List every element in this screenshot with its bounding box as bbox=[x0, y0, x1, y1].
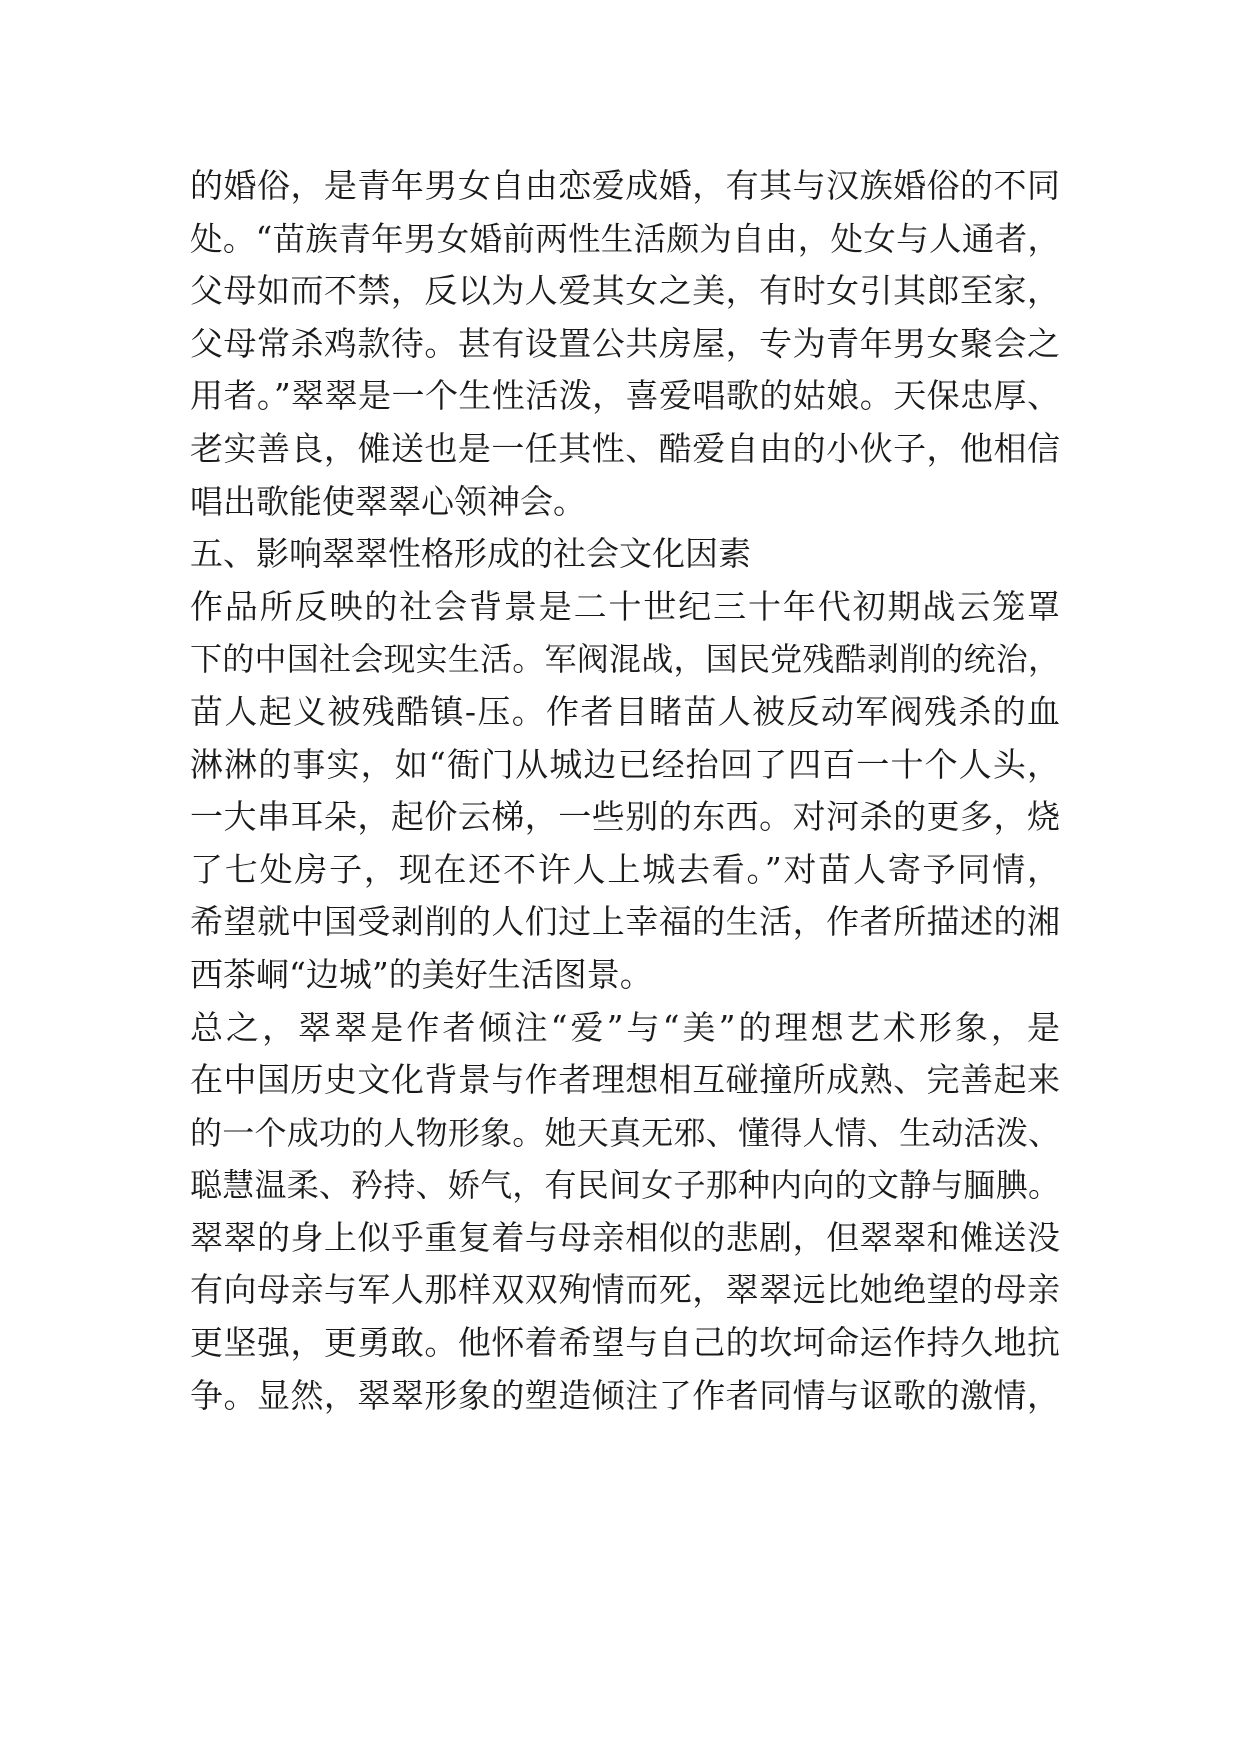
text-line: 总之，翠翠是作者倾注“爱”与“美”的理想艺术形象，是 bbox=[190, 1007, 1060, 1047]
text-line: 有向母亲与军人那样双双殉情而死，翠翠远比她绝望的母亲 bbox=[190, 1270, 1060, 1310]
text-line: 淋淋的事实，如“衙门从城边已经抬回了四百一十个人头， bbox=[190, 744, 1060, 784]
text-line: 下的中国社会现实生活。军阀混战，国民党残酷剥削的统治， bbox=[190, 640, 1060, 679]
text-line: 处。“苗族青年男女婚前两性生活颇为自由，处女与人通者， bbox=[190, 219, 1060, 258]
text-line: 争。显然，翠翠形象的塑造倾注了作者同情与讴歌的激情， bbox=[190, 1375, 1060, 1415]
text-line: 老实善良，傩送也是一任其性、酷爱自由的小伙子，他相信 bbox=[190, 428, 1060, 468]
text-line: 西茶峒“边城”的美好生活图景。 bbox=[190, 954, 653, 994]
text-line: 父母常杀鸡款待。甚有设置公共房屋，专为青年男女聚会之 bbox=[190, 323, 1060, 363]
text-line: 翠翠的身上似乎重复着与母亲相似的悲剧，但翠翠和傩送没 bbox=[190, 1217, 1060, 1257]
text-line: 更坚强，更勇敢。他怀着希望与自己的坎坷命运作持久地抗 bbox=[190, 1323, 1060, 1363]
text-line: 苗人起义被残酷镇-压。作者目睹苗人被反动军阀残杀的血 bbox=[190, 691, 1060, 731]
text-line: 的一个成功的人物形象。她天真无邪、懂得人情、生动活泼、 bbox=[190, 1113, 1060, 1152]
text-line: 作品所反映的社会背景是二十世纪三十年代初期战云笼罩 bbox=[190, 586, 1060, 626]
text-line: 希望就中国受剥削的人们过上幸福的生活，作者所描述的湘 bbox=[190, 902, 1060, 942]
text-line: 聪慧温柔、矜持、娇气，有民间女子那种内向的文静与腼腆。 bbox=[190, 1166, 1060, 1205]
text-line: 了七处房子，现在还不许人上城去看。”对苗人寄予同情， bbox=[190, 849, 1060, 889]
text-line: 唱出歌能使翠翠心领神会。 bbox=[190, 481, 586, 521]
text-line: 五、影响翠翠性格形成的社会文化因素 bbox=[190, 534, 751, 574]
body-text bbox=[190, 160, 1060, 1422]
text-line: 父母如而不禁，反以为人爱其女之美，有时女引其郎至家， bbox=[190, 271, 1060, 311]
text-line: 一大串耳朵，起价云梯，一些别的东西。对河杀的更多，烧 bbox=[190, 797, 1060, 837]
text-line: 的婚俗，是青年男女自由恋爱成婚，有其与汉族婚俗的不同 bbox=[190, 166, 1060, 205]
text-line: 在中国历史文化背景与作者理想相互碰撞所成熟、完善起来 bbox=[190, 1060, 1060, 1100]
text-line: 用者。”翠翠是一个生性活泼，喜爱唱歌的姑娘。天保忠厚、 bbox=[190, 376, 1060, 416]
